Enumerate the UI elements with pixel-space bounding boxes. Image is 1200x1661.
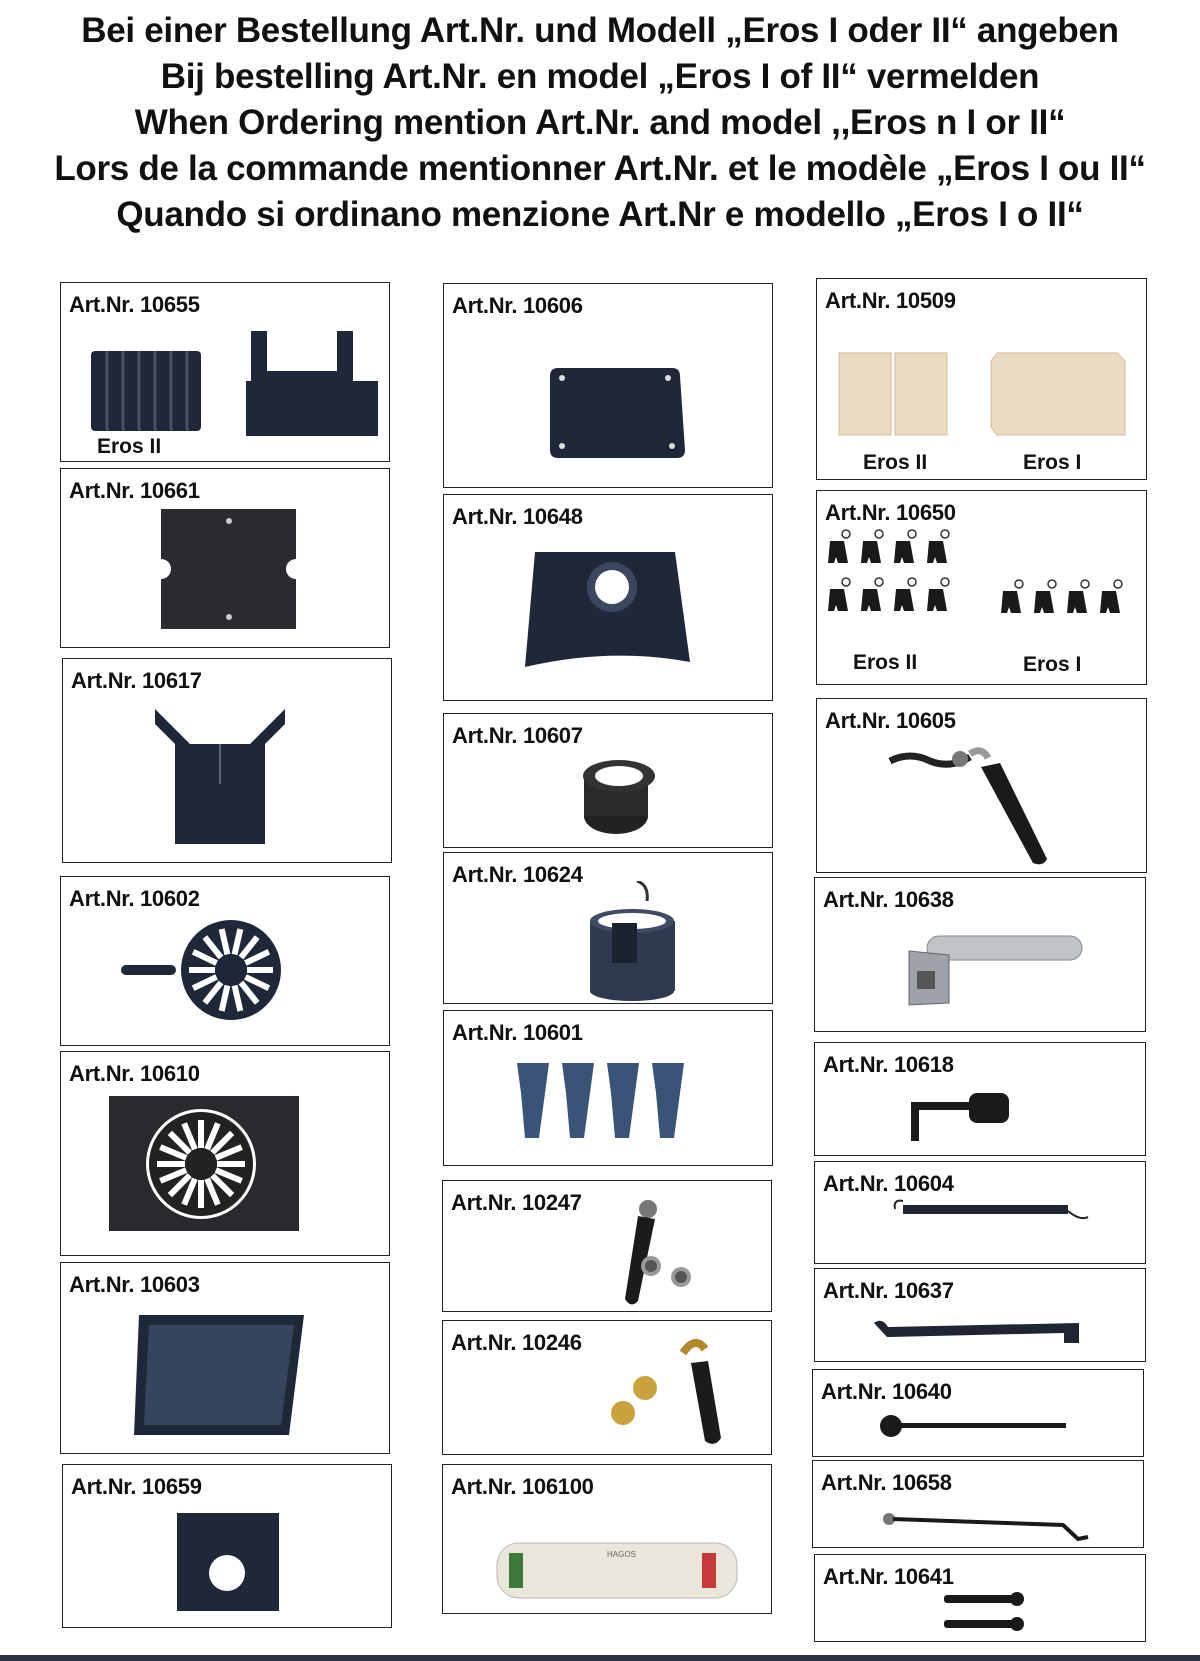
part-card-10604 bbox=[814, 1161, 1146, 1264]
part-card-10246 bbox=[442, 1320, 772, 1455]
crank-key-icon bbox=[907, 1081, 1027, 1151]
part-card-10610 bbox=[60, 1051, 390, 1256]
instruction-nl: Bij bestelling Art.Nr. en model „Eros I of II“ vermelden bbox=[160, 57, 1040, 96]
part-card-10606 bbox=[443, 283, 773, 488]
part-card-10605 bbox=[816, 698, 1147, 873]
instruction-de: Bei einer Bestellung Art.Nr. und Modell „Eros I oder II“ angeben bbox=[81, 11, 1119, 50]
shaker-rod-icon bbox=[853, 1499, 1123, 1549]
order-instructions bbox=[0, 8, 1200, 238]
art-number: Art.Nr. 10641 bbox=[823, 1564, 954, 1589]
flue-damper-icon bbox=[582, 881, 692, 1001]
art-number: Art.Nr. 10655 bbox=[69, 292, 200, 317]
sealant-tube-icon bbox=[487, 1535, 757, 1605]
model-caption-left: Eros II bbox=[853, 651, 918, 674]
part-card-10601 bbox=[443, 1010, 773, 1166]
flue-collar-icon bbox=[564, 756, 674, 841]
part-card-10638 bbox=[814, 877, 1146, 1032]
art-number: Art.Nr. 10610 bbox=[69, 1061, 200, 1086]
part-card-10661 bbox=[60, 468, 390, 648]
spring-icon bbox=[891, 1197, 1091, 1247]
bottom-bar bbox=[0, 1655, 1200, 1661]
part-card-10617 bbox=[62, 658, 392, 863]
clip-icon bbox=[861, 530, 883, 563]
part-card-10640 bbox=[812, 1369, 1144, 1457]
clip-icon bbox=[927, 530, 949, 563]
art-number: Art.Nr. 10650 bbox=[825, 500, 956, 525]
clips-icon bbox=[825, 529, 1135, 639]
chrome-handle-icon bbox=[899, 933, 1089, 1023]
art-number: Art.Nr. 10607 bbox=[452, 723, 583, 748]
art-number: Art.Nr. 10602 bbox=[69, 886, 200, 911]
latch-bar-icon bbox=[869, 1313, 1099, 1353]
part-card-10603 bbox=[60, 1262, 390, 1454]
pins-icon bbox=[939, 1585, 1049, 1635]
top-plate-icon bbox=[520, 547, 700, 677]
art-number: Art.Nr. 10617 bbox=[71, 668, 202, 693]
art-number: Art.Nr. 10640 bbox=[821, 1379, 952, 1404]
grate-and-bracket-icon bbox=[71, 321, 381, 441]
clip-icon bbox=[894, 578, 916, 611]
base-plate-icon bbox=[161, 509, 301, 634]
clip-icon bbox=[861, 578, 883, 611]
art-number: Art.Nr. 10246 bbox=[451, 1330, 582, 1355]
art-number: Art.Nr. 10618 bbox=[823, 1052, 954, 1077]
brass-handle-knobs-icon bbox=[593, 1323, 733, 1453]
clip-icon bbox=[828, 578, 850, 611]
art-number: Art.Nr. 10603 bbox=[69, 1272, 200, 1297]
door-handle-icon bbox=[885, 739, 1105, 869]
art-number: Art.Nr. 10247 bbox=[451, 1190, 582, 1215]
part-card-10641 bbox=[814, 1554, 1146, 1642]
part-card-10618 bbox=[814, 1042, 1146, 1156]
art-number: Art.Nr. 10606 bbox=[452, 293, 583, 318]
ash-pan-icon bbox=[129, 1315, 329, 1445]
instruction-fr: Lors de la commande mentionner Art.Nr. et le modèle „Eros I ou II“ bbox=[54, 149, 1146, 188]
part-card-10607 bbox=[443, 713, 773, 848]
clip-icon bbox=[1034, 580, 1056, 613]
part-card-106100 bbox=[442, 1464, 772, 1614]
clip-icon bbox=[828, 530, 850, 563]
model-caption: Eros II bbox=[97, 435, 162, 458]
art-number: Art.Nr. 10601 bbox=[452, 1020, 583, 1045]
part-card-10624 bbox=[443, 852, 773, 1004]
air-control-plate-icon bbox=[109, 1096, 309, 1236]
clip-icon bbox=[927, 578, 949, 611]
part-card-10659 bbox=[62, 1464, 392, 1628]
art-number: Art.Nr. 10604 bbox=[823, 1171, 954, 1196]
part-card-10648 bbox=[443, 494, 773, 701]
model-caption-right: Eros I bbox=[1023, 451, 1082, 474]
model-caption-left: Eros II bbox=[863, 451, 928, 474]
part-card-10655 bbox=[60, 282, 390, 462]
art-number: Art.Nr. 10509 bbox=[825, 288, 956, 313]
instruction-it: Quando si ordinano menzione Art.Nr e modello „Eros I o II“ bbox=[116, 195, 1084, 234]
art-number: Art.Nr. 10648 bbox=[452, 504, 583, 529]
tube-label: HAGOS bbox=[607, 1550, 636, 1559]
clip-icon bbox=[894, 530, 916, 563]
part-card-10650 bbox=[816, 490, 1147, 685]
part-card-10247 bbox=[442, 1180, 772, 1312]
baffle-icon bbox=[155, 704, 295, 854]
flue-plate-icon bbox=[177, 1513, 287, 1618]
handle-knobs-icon bbox=[583, 1191, 733, 1311]
air-rosette-icon bbox=[121, 917, 321, 1037]
clip-icon bbox=[1067, 580, 1089, 613]
model-caption-right: Eros I bbox=[1023, 653, 1082, 676]
cover-plate-icon bbox=[550, 368, 700, 473]
rod-knob-icon bbox=[873, 1406, 1073, 1446]
art-number: Art.Nr. 10637 bbox=[823, 1278, 954, 1303]
art-number: Art.Nr. 10638 bbox=[823, 887, 954, 912]
part-card-10509 bbox=[816, 278, 1147, 480]
part-card-10637 bbox=[814, 1268, 1146, 1362]
instruction-en: When Ordering mention Art.Nr. and model ,,Eros n I or II“ bbox=[134, 103, 1066, 142]
vermiculite-panels-icon bbox=[827, 351, 1137, 451]
art-number: Art.Nr. 10605 bbox=[825, 708, 956, 733]
clip-icon bbox=[1100, 580, 1122, 613]
art-number: Art.Nr. 106100 bbox=[451, 1474, 594, 1499]
art-number: Art.Nr. 10624 bbox=[452, 862, 583, 887]
art-number: Art.Nr. 10661 bbox=[69, 478, 200, 503]
legs-icon bbox=[512, 1063, 712, 1153]
clip-icon bbox=[1001, 580, 1023, 613]
art-number: Art.Nr. 10659 bbox=[71, 1474, 202, 1499]
art-number: Art.Nr. 10658 bbox=[821, 1470, 952, 1495]
part-card-10658 bbox=[812, 1460, 1144, 1548]
part-card-10602 bbox=[60, 876, 390, 1046]
